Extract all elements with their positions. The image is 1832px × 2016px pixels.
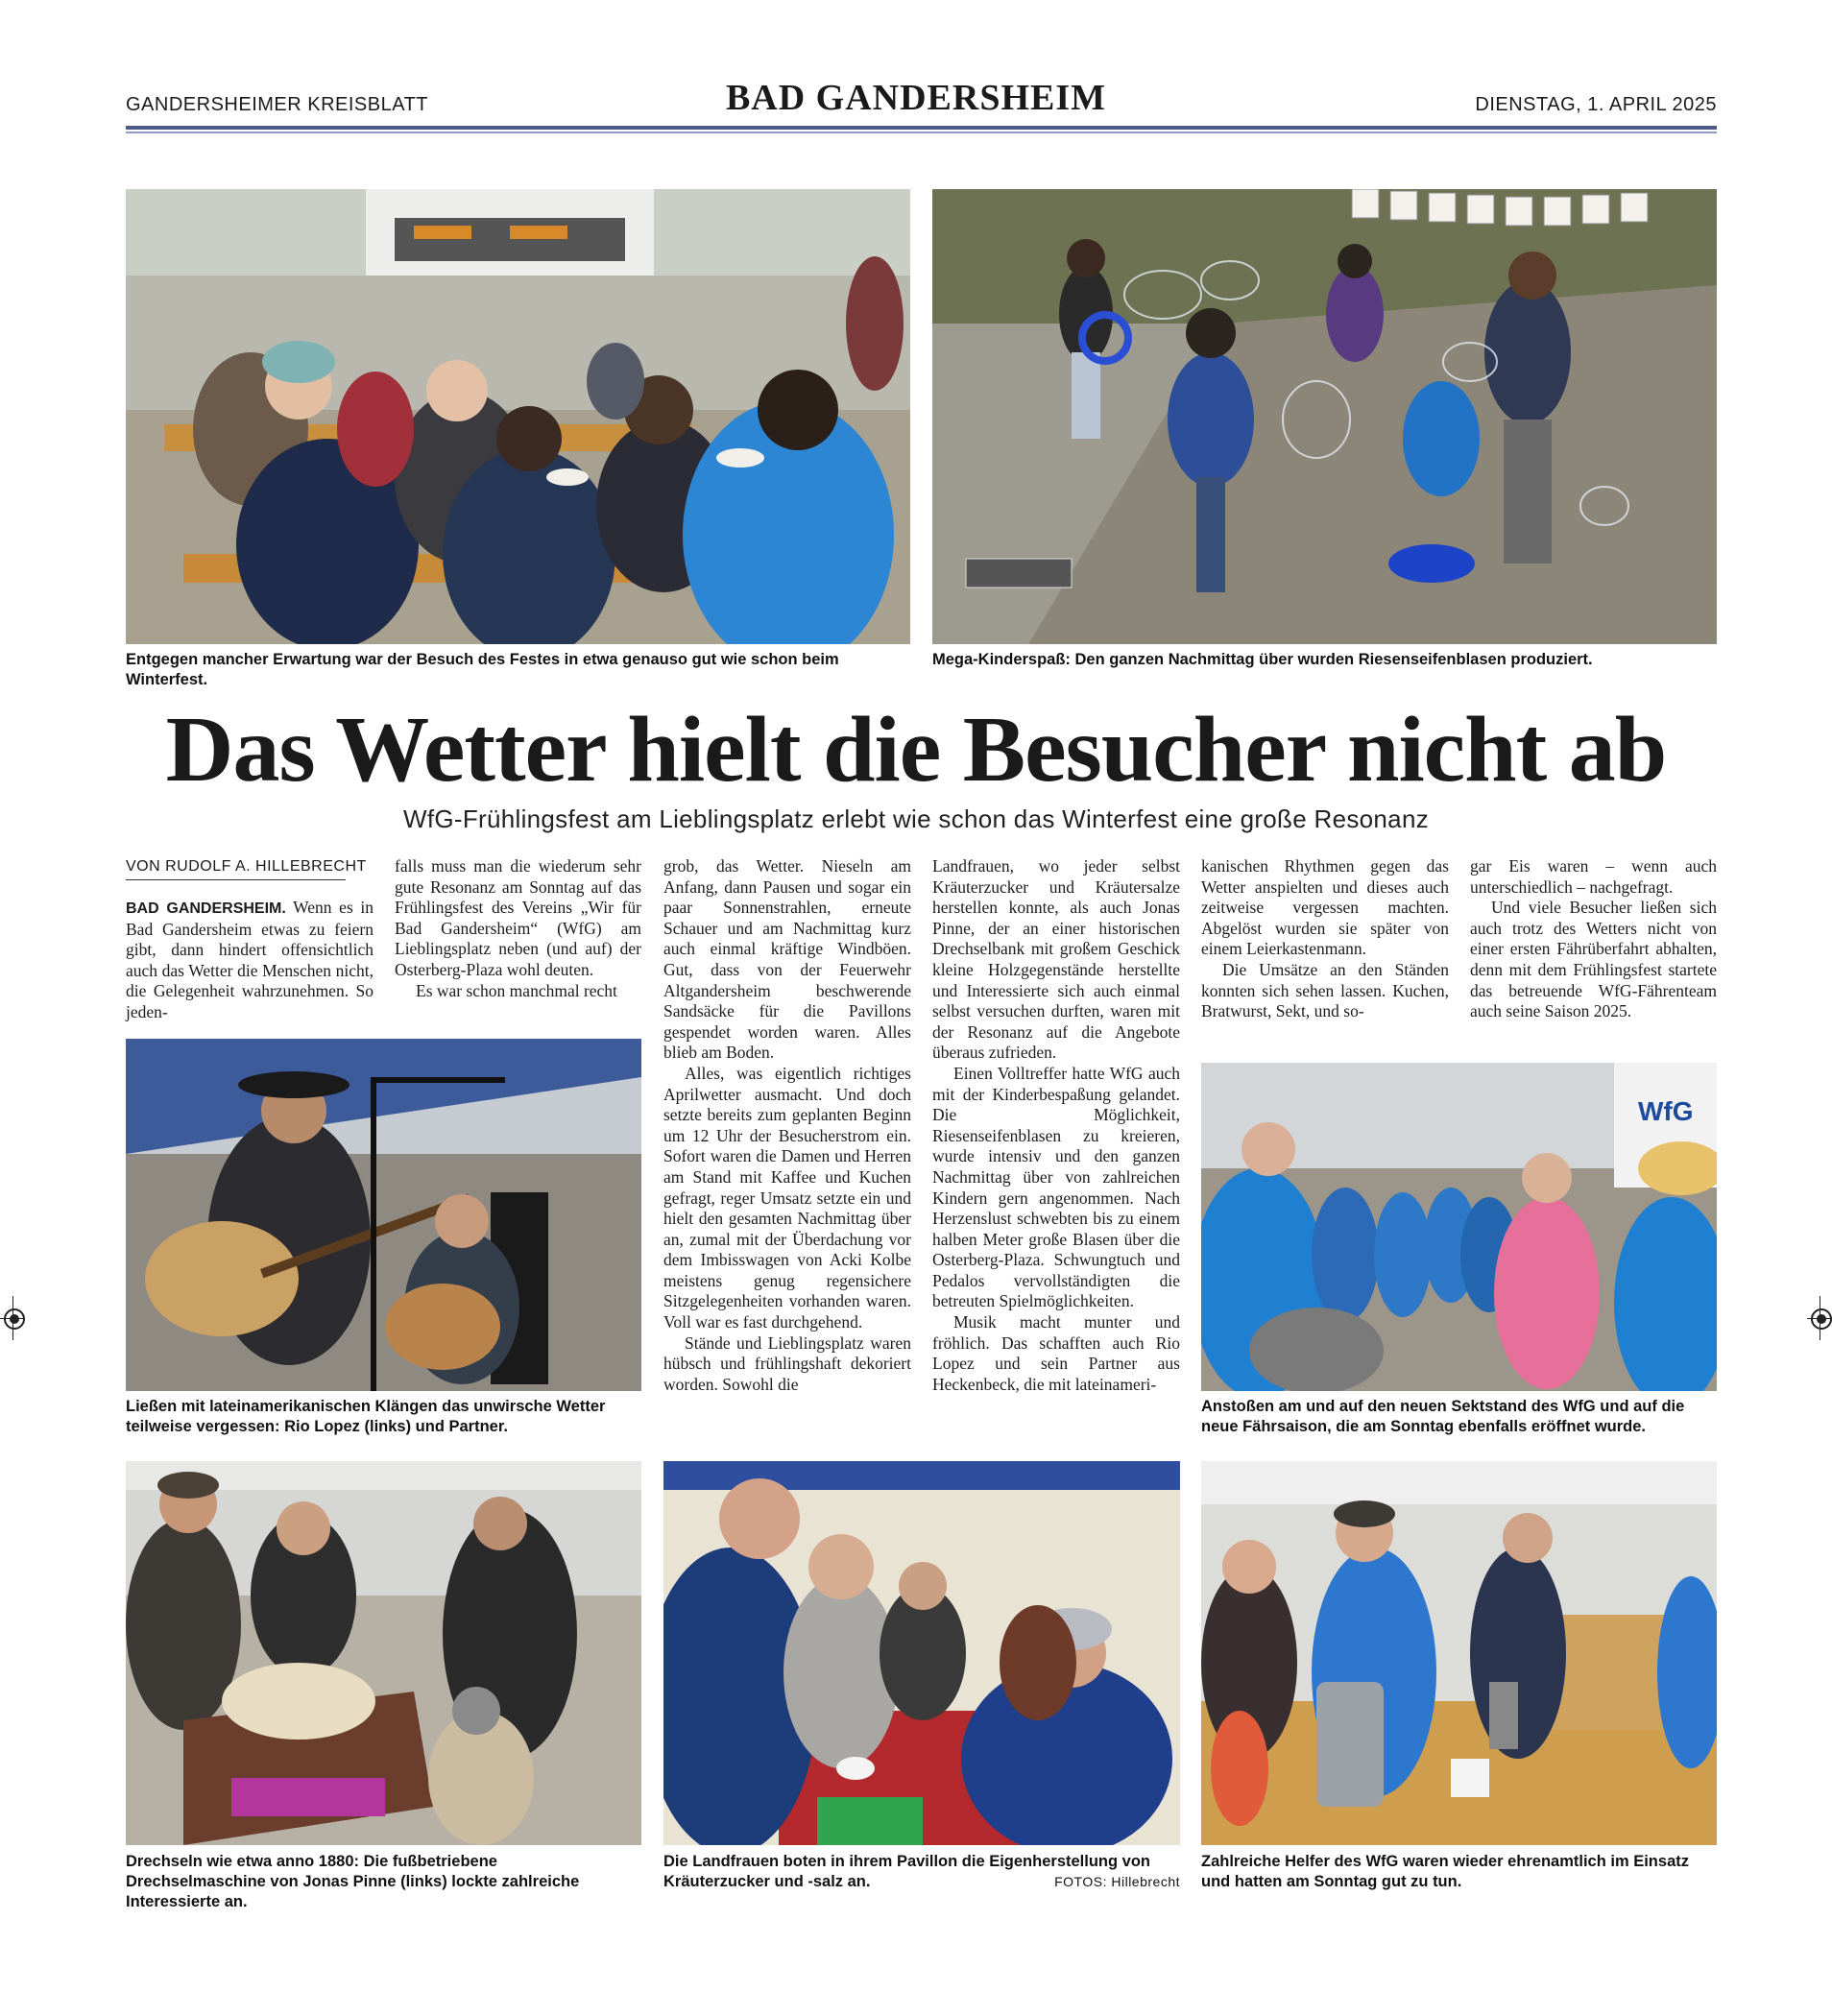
caption-landfrauen [663,1852,1180,1892]
registration-mark-left [4,1308,25,1330]
header-rule-thin [126,132,1717,133]
article-column-1 [126,898,374,1023]
paragraph: falls muss man die wiederum sehr gute Resonanz am Sonntag auf das Frühlingsfest des Vereins „Wir für Bad Gandersheim“ (WfG) am Lieblingsplatz neben (und auf) der Osterberg-Plaza wohl deuten. [395,856,641,979]
article-column-4 [932,856,1180,1395]
article-column-2 [395,856,641,1001]
article-column-5 [1201,856,1449,1022]
dateline: BAD GANDERSHEIM. [126,900,286,917]
caption-soap-bubbles: Mega-Kinderspaß: Den ganzen Nachmittag über wurden Riesenseifenblasen produziert. [932,651,1593,668]
photo-festival-crowd [126,189,910,644]
paragraph: Es war schon manchmal recht [416,980,617,1000]
paragraph: Einen Volltreffer hatte WfG auch mit der Kinderbespaßung gelandet. Die Möglichkeit, Riesenseifenblasen zu kreieren, wurde intensiv und den ganzen Nachmittag über von zahlreichen Kindern gern angenommen. Nach Herzenslust schwebten bis zu einem halben Meter große Blasen über die Osterberg-Plaza. Schwungtuch und Pedalos vervollständigten die betreuten Spielmöglichkeiten. [932,1063,1180,1311]
paragraph: Stände und Lieblingsplatz waren hübsch und frühlingshaft dekoriert worden. Sowohl die [663,1332,911,1394]
photo-helpers [1201,1461,1717,1845]
article-column-3 [663,856,911,1395]
paragraph: Landfrauen, wo jeder selbst Kräuterzucker und Kräutersalze herstellen konnte, als auch Jonas Pinne, der an einer historischen Drechselbank mit großem Geschick kleine Holzgegenstände herstellte und Interessierte sich auch einmal selbst versuchen durften, waren mit der Resonanz auf die Angebote überaus zufrieden. [932,856,1180,1063]
article-subheadline: WfG-Frühlingsfest am Lieblingsplatz erlebt wie schon das Winterfest eine große Resonanz [402,804,1430,833]
photo-soap-bubbles [932,189,1717,644]
photo-toasting-group [1201,1063,1717,1391]
header-rule [126,126,1717,130]
registration-mark-right [1811,1308,1832,1330]
paragraph: grob, das Wetter. Nieseln am Anfang, dann Pausen und sogar ein paar Sonnenstrahlen, erneute Schauer und am Nachmittag kurz auch einmal kräftige Windböen. Gut, dass von der Feuerwehr Altgandersheim beschwerende Sandsäcke für die Pavillons gespendet worden waren. Alles blieb am Boden. [663,856,911,1063]
caption-festival-crowd: Entgegen mancher Erwartung war der Besuch des Festes in etwa genauso gut wie schon beim Winterfest. [126,651,839,688]
paragraph: Die Umsätze an den Ständen konnten sich sehen lassen. Kuchen, Bratwurst, Sekt, und so- [1201,959,1449,1021]
article-column-6 [1470,856,1717,1022]
byline: VON RUDOLF A. HILLEBRECHT [126,858,367,875]
newspaper-name: GANDERSHEIMER KREISBLATT [126,94,429,115]
section-title: BAD GANDERSHEIM [725,78,1107,118]
article-headline: Das Wetter hielt die Besucher nicht ab [165,698,1667,802]
paragraph: Und viele Besucher ließen sich auch trotz des Wetters nicht von einer ersten Fährüberfahrt abhalten, denn mit dem Frühlingsfest startete das betreuende WfG-Fährenteam auch seine Saison 2025. [1470,898,1717,1021]
caption-text: Die Landfrauen boten in ihrem Pavillon die Eigenherstellung von Kräuterzucker und -salz an. [663,1853,1150,1890]
paragraph: Wenn es in Bad Gandersheim etwas zu feiern gibt, dann hindert offensichtlich auch das Wetter die Menschen nicht, die Gelegenheit wahrzunehmen. So jeden- [126,898,374,1021]
photo-landfrauen [663,1461,1180,1845]
paragraph: Musik macht munter und fröhlich. Das schafften auch Rio Lopez und sein Partner aus Heckenbeck, die mit lateinameri- [932,1312,1180,1394]
registration-line [12,1296,13,1340]
paragraph: kanischen Rhythmen gegen das Wetter anspielten und dieses auch zeitweise vergessen machten. Abgelöst wurden sie später von einem Leierkastenmann. [1201,856,1449,959]
photo-musicians [126,1039,641,1391]
caption-wood-turning: Drechseln wie etwa anno 1880: Die fußbetriebene Drechselmaschine von Jonas Pinne (links) lockte zahlreiche Interessierte an. [126,1853,580,1910]
paragraph: Alles, was eigentlich richtiges Aprilwetter ausmacht. Und doch setzte bereits zum geplanten Beginn um 12 Uhr der Besucherstrom ein. Sofort waren die Damen und Herren am Stand mit Kaffee und Kuchen gefragt, reger Umsatz setzte ein und hielt den gesamten Nachmittag über an, zumal mit der Überdachung vor dem Imbisswagen von Acki Kolbe meistens genug regensichere Sitzgelegenheiten vorhanden waren. Voll war es fast durchgehend. [663,1063,911,1332]
caption-helpers: Zahlreiche Helfer des WfG waren wieder ehrenamtlich im Einsatz und hatten am Sonntag gut zu tun. [1201,1853,1689,1890]
caption-musicians: Ließen mit lateinamerikanischen Klängen das unwirsche Wetter teilweise vergessen: Rio Lopez (links) und Partner. [126,1398,606,1435]
paragraph: gar Eis waren – wenn auch unterschiedlich – nachgefragt. [1470,856,1717,897]
byline-rule [126,879,346,880]
issue-date: DIENSTAG, 1. APRIL 2025 [1475,94,1717,115]
photo-credit: FOTOS: Hillebrecht [1054,1874,1180,1889]
photo-wood-turning [126,1461,641,1845]
wfg-sign: WfG [1638,1096,1694,1126]
caption-toasting-group: Anstoßen am und auf den neuen Sektstand des WfG und auf die neue Fährsaison, die am Sonntag ebenfalls eröffnet wurde. [1201,1398,1685,1435]
